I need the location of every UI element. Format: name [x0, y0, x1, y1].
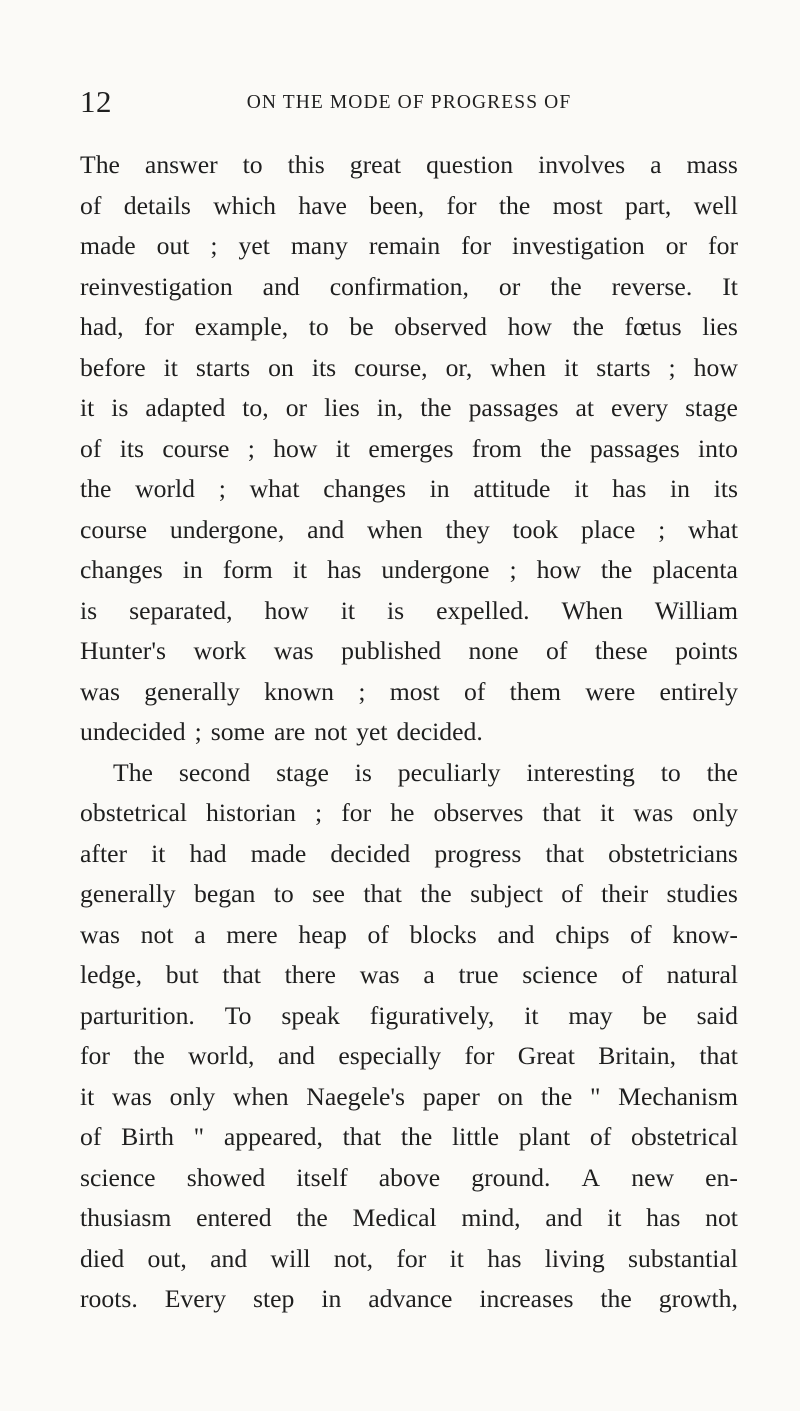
text-line: had, for example, to be observed how the fœtus lies: [80, 312, 738, 341]
text-line: was generally known ; most of them were entirely: [80, 676, 738, 706]
page-header: [80, 86, 738, 126]
text-line: undecided ; some are not yet decided.: [80, 717, 483, 746]
text-line: generally began to see that the subject of their studies: [80, 879, 738, 908]
running-title: ON THE MODE OF PROGRESS OF: [246, 92, 572, 113]
text-line: it was only when Naegele's paper on the " Mechanism: [80, 1081, 738, 1111]
text-line: The second stage is peculiarly interesting to the: [113, 757, 738, 787]
text-line: of Birth " appeared, that the little plant of obstetrical: [80, 1122, 738, 1151]
text-line: before it starts on its course, or, when it starts ; how: [80, 352, 738, 382]
text-line: after it had made decided progress that obstetricians: [80, 838, 738, 868]
text-line: obstetrical historian ; for he observes that it was only: [80, 798, 738, 827]
text-line: of details which have been, for the most part, well: [80, 190, 738, 220]
text-line: reinvestigation and confirmation, or the reverse. It: [80, 271, 738, 301]
text-line: was not a mere heap of blocks and chips of know-: [80, 919, 738, 949]
text-line: changes in form it has undergone ; how the placenta: [80, 555, 738, 584]
text-line: for the world, and especially for Great Britain, that: [80, 1041, 738, 1070]
text-line: parturition. To speak figuratively, it may be said: [80, 1000, 738, 1030]
text-line: of its course ; how it emerges from the passages into: [80, 433, 738, 463]
text-line: course undergone, and when they took place ; what: [80, 514, 738, 544]
text-line: Hunter's work was published none of these points: [80, 636, 738, 665]
body-text: [80, 145, 738, 1320]
text-line: died out, and will not, for it has living substantial: [80, 1243, 738, 1273]
text-line: made out ; yet many remain for investigation or for: [80, 231, 738, 260]
text-line: the world ; what changes in attitude it has in its: [80, 474, 738, 503]
text-line: science showed itself above ground. A new en-: [80, 1162, 738, 1192]
text-line: thusiasm entered the Medical mind, and it has not: [80, 1203, 738, 1232]
text-line: ledge, but that there was a true science of natural: [80, 960, 738, 989]
page-number: 12: [80, 84, 112, 119]
text-line: it is adapted to, or lies in, the passages at every stage: [80, 393, 738, 422]
text-line: is separated, how it is expelled. When William: [80, 595, 738, 625]
text-line: The answer to this great question involves a mass: [80, 150, 738, 179]
text-line: roots. Every step in advance increases the growth,: [80, 1284, 738, 1313]
